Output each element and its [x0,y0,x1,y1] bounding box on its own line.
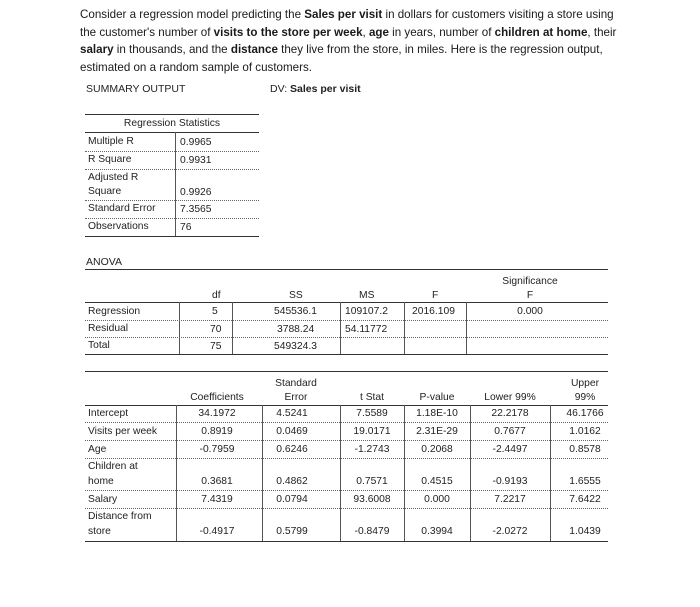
anova-cell: 109107.2 [345,306,388,317]
coef-row-label: home [88,476,114,487]
coef-row-label: store [88,526,111,537]
coef-cell: 7.6422 [569,494,601,505]
row-rule [85,218,259,219]
coef-cell: 0.4862 [276,476,308,487]
anova-header-ss: SS [289,290,303,301]
coef-header-t-stat: t Stat [359,392,385,403]
coef-header-p-value: P-value [419,392,455,403]
coef-header-upper-99: Upper [570,378,600,389]
coef-cell: 7.5589 [356,408,388,419]
table-rule [85,354,608,355]
column-divider [404,302,405,354]
column-divider [550,405,551,541]
column-divider [179,302,180,354]
coef-cell: 1.0162 [569,426,601,437]
coef-cell: 2.31E-29 [416,426,458,437]
anova-cell: 3788.24 [277,324,315,335]
coef-cell: 0.8578 [569,444,601,455]
coef-cell: 0.0469 [276,426,308,437]
anova-cell: 549324.3 [274,341,317,352]
coef-cell: 0.000 [424,494,450,505]
coef-cell: 1.6555 [569,476,601,487]
coef-cell: 46.1766 [566,408,604,419]
coef-cell: 0.3994 [421,526,453,537]
anova-header-f: F [432,290,439,301]
anova-cell: 70 [210,324,222,335]
table-rule [85,371,608,372]
coef-cell: 0.7677 [494,426,526,437]
row-rule [85,337,608,338]
anova-row-label: Total [88,340,110,351]
anova-cell: 54.11772 [345,324,388,335]
row-rule [85,169,259,170]
row-rule [85,490,608,491]
anova-cell: 545536.1 [274,306,317,317]
column-divider [466,302,467,354]
coef-cell: 22.2178 [491,408,529,419]
coef-cell: 7.4319 [201,494,233,505]
anova-cell: 2016.109 [412,306,455,317]
regstats-value: 0.9965 [180,137,212,148]
coef-cell: 0.6246 [276,444,308,455]
coef-header-standard-error: Standard [275,378,317,389]
regstats-label: Multiple R [88,136,134,147]
coef-cell: 0.5799 [276,526,308,537]
coef-header-upper-99: 99% [574,392,596,403]
anova-header-significance: Significance [502,276,558,287]
coef-cell: 0.8919 [201,426,233,437]
coef-row-label: Visits per week [88,426,158,437]
column-divider [232,302,233,354]
regstats-value: 0.9926 [180,187,212,198]
table-rule [85,302,608,303]
anova-cell: 5 [212,306,218,317]
table-rule [85,405,608,406]
table-rule [85,114,259,115]
coef-cell: 19.0171 [353,426,391,437]
anova-header-df: df [212,290,221,301]
table-rule [85,541,608,542]
coef-cell: 93.6008 [353,494,391,505]
table-rule [85,269,608,270]
regstats-label: Adjusted R [88,172,139,183]
coef-row-label: Children at [88,461,138,472]
regstats-label: Standard Error [88,203,156,214]
coef-cell: 7.2217 [494,494,526,505]
coef-row-label: Age [88,444,107,455]
coef-cell: -2.4497 [492,444,528,455]
anova-title: ANOVA [86,256,122,268]
coef-header-lower-99: Lower 99% [484,392,536,403]
summary-output-label: SUMMARY OUTPUT [86,83,186,95]
row-rule [85,320,608,321]
anova-header-significance: F [526,290,534,301]
column-divider [176,405,177,541]
coef-cell: 0.7571 [356,476,388,487]
table-rule [85,236,259,237]
regstats-value: 0.9931 [180,155,212,166]
coef-cell: -1.2743 [354,444,390,455]
anova-cell: 0.000 [517,306,543,317]
regstats-label: R Square [88,154,132,165]
table-rule [85,132,259,133]
dependent-variable-label: DV: Sales per visit [270,83,361,95]
anova-header-ms: MS [359,290,375,301]
coef-cell: -2.0272 [492,526,528,537]
anova-row-label: Residual [88,323,129,334]
regstats-title: Regression Statistics [123,118,221,129]
intro-paragraph: Consider a regression model predicting the Sales per visit in dollars for customers visiting a store using the customer's number of visits to the store per week, age in years, number of children at home, their salary in thousands, and the distance they live from the store, in miles. Here is the regression output, estimated on a random sample of customers. [80,8,617,74]
regstats-label: Square [88,186,122,197]
coef-header-coefficients: Coefficients [190,392,244,403]
anova-cell: 75 [210,341,222,352]
coef-cell: 0.4515 [421,476,453,487]
coef-cell: 0.3681 [201,476,233,487]
coef-row-label: Distance from [88,511,152,522]
column-divider [175,132,176,236]
coef-cell: 4.5241 [276,408,308,419]
coef-cell: 0.2068 [421,444,453,455]
coef-row-label: Intercept [88,408,129,419]
coef-header-standard-error: Error [284,392,308,403]
regstats-value: 76 [180,222,192,233]
row-rule [85,440,608,441]
coef-cell: 34.1972 [198,408,236,419]
coef-cell: -0.7959 [199,444,235,455]
row-rule [85,508,608,509]
row-rule [85,151,259,152]
anova-row-label: Regression [88,306,141,317]
coef-cell: 1.18E-10 [416,408,458,419]
coef-cell: 0.0794 [276,494,308,505]
row-rule [85,422,608,423]
column-divider [340,302,341,354]
regstats-value: 7.3565 [180,204,212,215]
coef-cell: -0.9193 [492,476,528,487]
row-rule [85,458,608,459]
row-rule [85,200,259,201]
regstats-label: Observations [88,221,149,232]
coef-cell: 1.0439 [569,526,601,537]
coef-cell: -0.4917 [199,526,235,537]
coef-row-label: Salary [88,494,118,505]
coef-cell: -0.8479 [354,526,390,537]
